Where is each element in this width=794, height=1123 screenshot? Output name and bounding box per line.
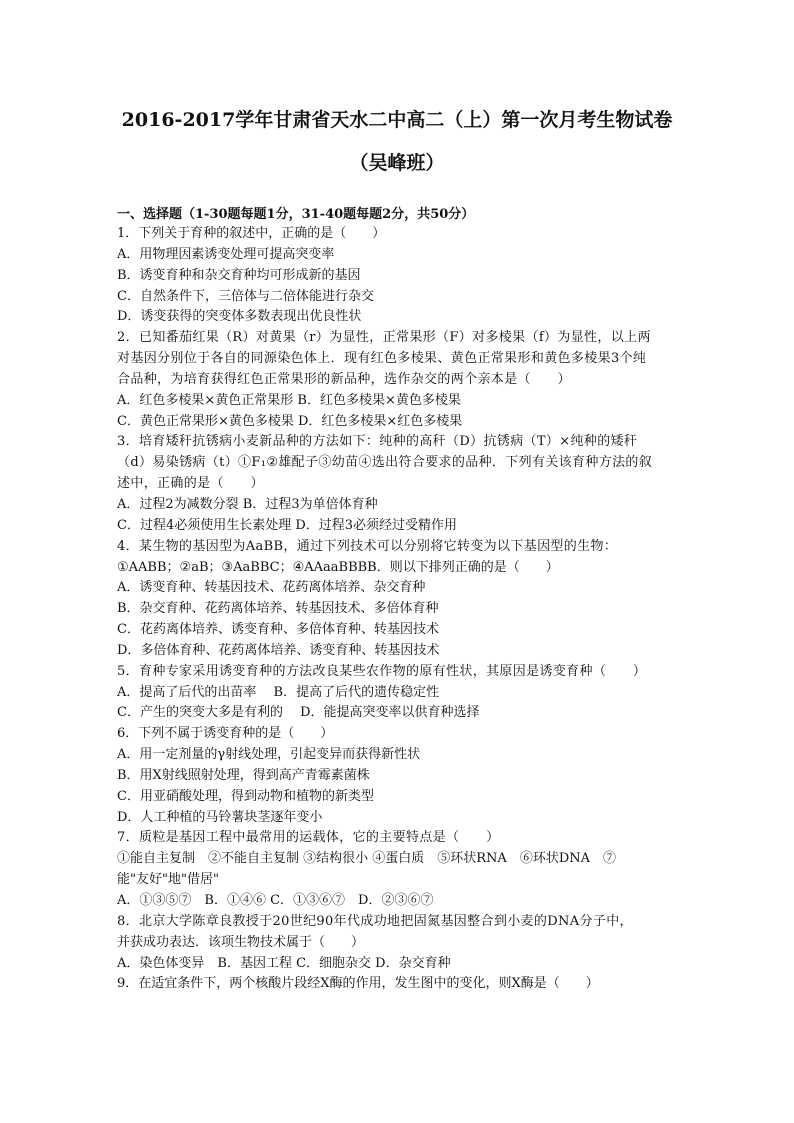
text-line: A．诱变育种、转基因技术、花药离体培养、杂交育种 [117,580,426,596]
text-line: C．过程4必须使用生长素处理 D．过程3必须经过受精作用 [117,517,458,533]
text-line: A．过程2为减数分裂 B．过程3为单倍体育种 [117,496,378,512]
text-line: D．多倍体育种、花药离体培养、诱变育种、转基因技术 [117,642,440,658]
text-line: 3．培育矮秆抗锈病小麦新品种的方法如下：纯种的高秆（D）抗锈病（T）×纯种的矮秆 [117,434,638,450]
text-line: B．诱变育种和杂交育种均可形成新的基因 [117,267,361,283]
text-line: B．用X射线照射处理，得到高产青霉素菌株 [117,767,370,783]
section-heading: 一、选择题（1-30题每题1分，31-40题每题2分，共50分） [117,207,475,222]
text-line: A．用物理因素诱变处理可提高突变率 [117,246,335,262]
text-line: D．人工种植的马铃薯块茎逐年变小 [117,809,323,825]
text-line: ①能自主复制 ②不能自主复制 ③结构很小 ④蛋白质 ⑤环状RNA ⑥环状DNA ⑦ [117,851,617,867]
text-line: A．用一定剂量的γ射线处理，引起变异而获得新性状 [117,747,421,763]
text-line: 4．某生物的基因型为AaBB，通过下列技术可以分别将它转变为以下基因型的生物： [117,538,618,554]
text-line: C．自然条件下，三倍体与二倍体能进行杂交 [117,288,374,304]
text-line: 并获成功表达．该项生物技术属于（ ） [117,934,365,950]
text-line: 1．下列关于育种的叙述中，正确的是（ ） [117,226,386,241]
document-subtitle: （吴峰班） [349,152,445,174]
text-line: 8．北京大学陈章良教授于20世纪90年代成功地把固氮基因整合到小麦的DNA分子中， [117,913,633,929]
text-line: C．产生的突变大多是有利的 D．能提高突变率以供育种选择 [117,705,480,721]
text-line: A．①③⑤⑦ B．①④⑥ C．①③⑥⑦ D．②③⑥⑦ [117,893,434,908]
text-line: A．红色多棱果×黄色正常果形 B．红色多棱果×黄色多棱果 [117,392,461,408]
text-line: C．用亚硝酸处理，得到动物和植物的新类型 [117,788,374,804]
text-line: （d）易染锈病（t）①F₁②雄配子③幼苗④选出符合要求的品种．下列有关该育种方法的叙 [117,455,653,471]
text-line: ①AABB；②aB；③AaBBC；④AAaaBBBB．则以下排列正确的是（ ） [117,559,559,575]
text-line: 5．育种专家采用诱变育种的方法改良某些农作物的原有性状，其原因是诱变育种（ ） [117,663,647,679]
text-line: C．花药离体培养、诱变育种、多倍体育种、转基因技术 [117,622,439,638]
document-title: 2016-2017学年甘肃省天水二中高二（上）第一次月考生物试卷 [121,109,673,131]
text-line: 9．在适宜条件下，两个核酸片段经X酶的作用，发生图中的变化，则X酶是（ ） [117,976,599,992]
text-line: A．染色体变异 B．基因工程 C．细胞杂交 D．杂交育种 [117,955,451,971]
text-line: C．黄色正常果形×黄色多棱果 D．红色多棱果×红色多棱果 [117,413,463,429]
text-line: D．诱变获得的突变体多数表现出优良性状 [117,309,362,325]
text-line: 7．质粒是基因工程中最常用的运载体，它的主要特点是（ ） [117,830,500,846]
text-line: B．杂交育种、花药离体培养、转基因技术、多倍体育种 [117,601,439,617]
text-line: 述中，正确的是（ ） [117,476,264,492]
text-line: 能"友好"地"借居" [117,872,219,888]
text-line: A．提高了后代的出苗率 B．提高了后代的遗传稳定性 [117,684,440,700]
text-line: 6．下列不属于诱变育种的是（ ） [117,726,334,742]
text-line: 2．已知番茄红果（R）对黄果（r）为显性，正常果形（F）对多棱果（f）为显性，以上两 [117,330,651,346]
text-line: 合品种，为培育获得红色正常果形的新品种，选作杂交的两个亲本是（ ） [117,371,571,387]
question-body [117,224,697,995]
text-line: 对基因分别位于各自的同源染色体上．现有红色多棱果、黄色正常果形和黄色多棱果3个纯 [117,351,647,367]
